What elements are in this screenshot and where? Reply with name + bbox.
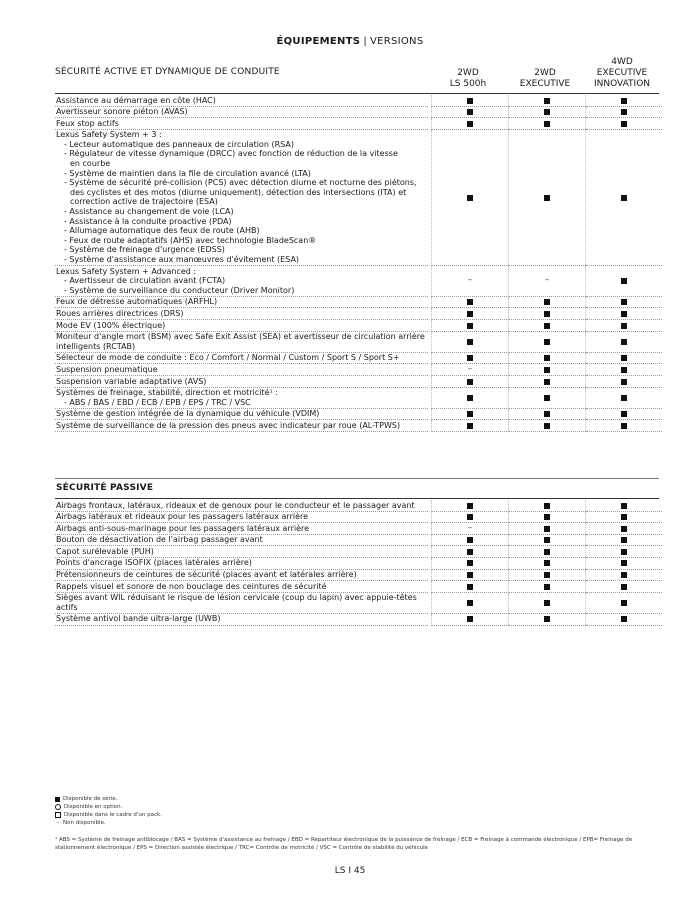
- feature-line: Suspension variable adaptative (AVS): [56, 376, 207, 386]
- standard-square-icon: [621, 572, 627, 578]
- page-title-sub: VERSIONS: [369, 36, 424, 47]
- standard-square-icon: [467, 98, 473, 104]
- availability-cell: [509, 557, 586, 569]
- availability-cell: [432, 296, 509, 308]
- standard-square-icon: [544, 195, 550, 201]
- active-safety-table: [55, 95, 662, 432]
- table-row: [55, 376, 662, 388]
- availability-cell: [432, 320, 509, 332]
- feature-label: [55, 364, 428, 376]
- standard-square-icon: [544, 109, 550, 115]
- feature-label: [55, 296, 428, 308]
- feature-label: [55, 557, 428, 569]
- availability-cell: [509, 129, 586, 265]
- standard-square-icon: [621, 367, 627, 373]
- standard-square-icon: [544, 423, 550, 429]
- availability-cell: [509, 500, 586, 511]
- feature-label: [55, 352, 428, 364]
- standard-square-icon: [621, 379, 627, 385]
- standard-square-icon: [467, 503, 473, 509]
- standard-square-icon: [544, 339, 550, 345]
- availability-cell: [509, 420, 586, 432]
- standard-square-icon: [621, 549, 627, 555]
- feature-label: [55, 320, 428, 332]
- feature-line: Sièges avant WIL réduisant le risque de lésion cervicale (coup du lapin) avec appuie-têtes actifs: [56, 593, 417, 612]
- availability-cell: [432, 331, 509, 352]
- feature-line: des cyclistes et des motos (diurne uniquement), détection des intersections (ITA) et: [70, 187, 407, 197]
- table-header: [55, 52, 659, 91]
- feature-label: [55, 569, 428, 581]
- not-available-dash: –: [467, 522, 473, 533]
- standard-square-icon: [467, 339, 473, 345]
- availability-cell: [432, 534, 509, 546]
- availability-cell: [509, 352, 586, 364]
- table-row: [55, 308, 662, 320]
- availability-cell: [586, 613, 663, 625]
- table-row: [55, 523, 662, 535]
- standard-square-icon: [544, 600, 550, 606]
- standard-square-icon: [621, 526, 627, 532]
- availability-cell: [586, 387, 663, 408]
- availability-cell: [586, 534, 663, 546]
- standard-square-icon: [467, 514, 473, 520]
- availability-cell: [432, 569, 509, 581]
- table-row: [55, 129, 662, 265]
- legend-option: Disponible en option.: [55, 803, 162, 811]
- feature-line: - ABS / BAS / EBD / ECB / EPB / EPS / TRC / VSC: [64, 397, 251, 407]
- table-row: [55, 331, 662, 352]
- standard-square-icon: [544, 367, 550, 373]
- availability-cell: [586, 95, 663, 106]
- feature-line: - Système de surveillance du conducteur (Driver Monitor): [64, 285, 295, 295]
- standard-square-icon: [544, 411, 550, 417]
- standard-square-icon: [467, 537, 473, 543]
- standard-square-icon: [467, 121, 473, 127]
- feature-label: [55, 420, 428, 432]
- table-row: [55, 266, 662, 297]
- availability-cell: [432, 106, 509, 118]
- standard-square-icon: [467, 560, 473, 566]
- feature-line: Roues arrières directrices (DRS): [56, 308, 184, 318]
- passive-section-header: [55, 478, 659, 498]
- page-title: [0, 36, 700, 47]
- filled-square-icon: [55, 797, 60, 802]
- availability-cell: [509, 523, 586, 535]
- feature-line: Bouton de désactivation de l'airbag passager avant: [56, 535, 263, 545]
- feature-label: [55, 511, 428, 523]
- feature-label: [55, 376, 428, 388]
- legend-none: – Non disponible.: [56, 820, 106, 826]
- standard-square-icon: [544, 121, 550, 127]
- standard-square-icon: [621, 339, 627, 345]
- availability-cell: [432, 557, 509, 569]
- availability-cell: [509, 534, 586, 546]
- availability-cell: [432, 95, 509, 106]
- availability-cell: [432, 500, 509, 511]
- standard-square-icon: [544, 379, 550, 385]
- standard-square-icon: [467, 411, 473, 417]
- feature-label: [55, 95, 428, 106]
- feature-label: [55, 408, 428, 420]
- page-number: LS I 45: [334, 866, 366, 876]
- availability-cell: [432, 523, 509, 535]
- availability-cell: [509, 408, 586, 420]
- standard-square-icon: [544, 549, 550, 555]
- availability-cell: [586, 420, 663, 432]
- availability-cell: [586, 500, 663, 511]
- standard-square-icon: [544, 503, 550, 509]
- availability-cell: [509, 569, 586, 581]
- availability-cell: [509, 331, 586, 352]
- availability-cell: [432, 266, 509, 297]
- availability-cell: [432, 387, 509, 408]
- feature-label: [55, 613, 428, 625]
- column-header-ls500h: 2WD LS 500h: [449, 68, 487, 89]
- availability-cell: [509, 266, 586, 297]
- standard-square-icon: [621, 537, 627, 543]
- standard-square-icon: [467, 109, 473, 115]
- feature-line: - Système d'assistance aux manœuvres d'évitement (ESA): [64, 255, 300, 264]
- table-row: [55, 364, 662, 376]
- table-row: [55, 581, 662, 593]
- table-row: [55, 546, 662, 558]
- availability-cell: [586, 592, 663, 613]
- availability-cell: [586, 511, 663, 523]
- availability-cell: [509, 376, 586, 388]
- availability-cell: [586, 546, 663, 558]
- availability-cell: [586, 320, 663, 332]
- availability-cell: [509, 511, 586, 523]
- availability-cell: [509, 296, 586, 308]
- feature-line: Capot surélevable (PUH): [56, 546, 154, 556]
- standard-square-icon: [467, 311, 473, 317]
- page-title-separator: |: [363, 36, 367, 47]
- standard-square-icon: [544, 584, 550, 590]
- section-title-active: SÉCURITÉ ACTIVE ET DYNAMIQUE DE CONDUITE: [55, 67, 280, 77]
- table-row: [55, 557, 662, 569]
- feature-line: Sélecteur de mode de conduite : Eco / Comfort / Normal / Custom / Sport S / Sport S+: [56, 353, 400, 363]
- feature-line: Points d'ancrage ISOFIX (places latérales arrière): [56, 558, 252, 568]
- feature-line: Mode EV (100% électrique): [56, 320, 166, 330]
- availability-cell: [432, 592, 509, 613]
- feature-line: Avertisseur sonore piéton (AVAS): [56, 107, 188, 117]
- availability-cell: [432, 364, 509, 376]
- table-row: [55, 569, 662, 581]
- standard-square-icon: [544, 572, 550, 578]
- feature-line: - Assistance au changement de voie (LCA): [64, 207, 234, 217]
- feature-line: - Système de sécurité pré-collision (PCS) avec détection diurne et nocturne des piétons,: [64, 178, 417, 188]
- availability-cell: [432, 613, 509, 625]
- availability-cell: [432, 129, 509, 265]
- table-row: [55, 106, 662, 118]
- availability-cell: [432, 581, 509, 593]
- table-row: [55, 500, 662, 511]
- availability-cell: [586, 408, 663, 420]
- table-row: [55, 352, 662, 364]
- availability-cell: [509, 308, 586, 320]
- standard-square-icon: [544, 616, 550, 622]
- availability-cell: [509, 320, 586, 332]
- standard-square-icon: [621, 423, 627, 429]
- dash-icon: –: [56, 820, 59, 826]
- feature-label: [55, 523, 428, 535]
- standard-square-icon: [544, 526, 550, 532]
- standard-square-icon: [621, 503, 627, 509]
- feature-line: Airbags anti-sous-marinage pour les passagers latéraux arrière: [56, 523, 310, 533]
- availability-cell: [509, 118, 586, 130]
- standard-square-icon: [621, 616, 627, 622]
- availability-cell: [586, 331, 663, 352]
- availability-cell: [586, 523, 663, 535]
- hollow-square-icon: [55, 812, 61, 818]
- footnote: ¹ ABS = Système de freinage antiblocage / BAS = Système d'assistance au freinage / EBD = Répartiteur électronique de la puissance de freinage / ECB = Freinage à commande électronique / EPB= Freinage de stationnement électronique / EPS = Direction assistée électrique / TRC= Contrôle de motricité / VSC = Contrôle de stabilité du véhicule: [55, 837, 633, 851]
- standard-square-icon: [544, 311, 550, 317]
- standard-square-icon: [467, 600, 473, 606]
- feature-line: Systèmes de freinage, stabilité, direction et motricité¹ :: [56, 388, 278, 398]
- passive-safety-table: [55, 500, 662, 626]
- feature-line: Système antivol bande ultra-large (UWB): [56, 614, 221, 624]
- availability-cell: [432, 408, 509, 420]
- circle-icon: [55, 804, 61, 810]
- feature-line: Assistance au démarrage en côte (HAC): [56, 95, 216, 105]
- page-title-main: ÉQUIPEMENTS: [276, 36, 361, 47]
- availability-cell: [586, 129, 663, 265]
- feature-label: [55, 387, 428, 408]
- feature-label: [55, 581, 428, 593]
- standard-square-icon: [544, 323, 550, 329]
- availability-cell: [586, 118, 663, 130]
- standard-square-icon: [621, 323, 627, 329]
- feature-label: [55, 106, 428, 118]
- feature-label: [55, 534, 428, 546]
- feature-line: Système de gestion intégrée de la dynamique du véhicule (VDIM): [56, 409, 320, 419]
- not-available-dash: –: [544, 275, 550, 286]
- standard-square-icon: [544, 98, 550, 104]
- availability-cell: [586, 308, 663, 320]
- feature-line: intelligents (RCTAB): [56, 341, 136, 351]
- table-row: [55, 613, 662, 625]
- feature-line: - Feux de route adaptatifs (AHS) avec technologie BladeScan®: [64, 235, 317, 245]
- standard-square-icon: [467, 616, 473, 622]
- standard-square-icon: [467, 355, 473, 361]
- table-row: [55, 118, 662, 130]
- feature-line: Prétensionneurs de ceintures de sécurité (places avant et latérales arrière): [56, 570, 357, 580]
- column-header-innovation: 4WD EXECUTIVE INNOVATION: [593, 57, 651, 89]
- feature-label: [55, 500, 428, 511]
- feature-line: - Allumage automatique des feux de route (AHB): [64, 226, 260, 236]
- availability-cell: [432, 376, 509, 388]
- standard-square-icon: [621, 355, 627, 361]
- feature-label: [55, 308, 428, 320]
- standard-square-icon: [467, 379, 473, 385]
- availability-cell: [509, 387, 586, 408]
- legend-pack: Disponible dans le cadre d'un pack.: [55, 811, 162, 819]
- standard-square-icon: [621, 395, 627, 401]
- availability-cell: [432, 118, 509, 130]
- availability-cell: [509, 95, 586, 106]
- table-row: [55, 408, 662, 420]
- standard-square-icon: [544, 355, 550, 361]
- standard-square-icon: [621, 560, 627, 566]
- availability-cell: [509, 592, 586, 613]
- standard-square-icon: [621, 195, 627, 201]
- legend: [55, 795, 162, 827]
- legend-standard: Disponible de série.: [55, 795, 162, 803]
- header-divider: [55, 93, 659, 94]
- feature-line: Rappels visuel et sonore de non bouclage des ceintures de sécurité: [56, 581, 327, 591]
- feature-line: Feux stop actifs: [56, 118, 119, 128]
- feature-line: Moniteur d'angle mort (BSM) avec Safe Exit Assist (SEA) et avertisseur de circulation arrière: [56, 332, 425, 342]
- feature-label: [55, 546, 428, 558]
- feature-line: Feux de détresse automatiques (ARFHL): [56, 297, 218, 307]
- standard-square-icon: [467, 195, 473, 201]
- feature-line: - Assistance à la conduite proactive (PDA): [64, 216, 232, 226]
- standard-square-icon: [621, 514, 627, 520]
- feature-label: [55, 129, 428, 265]
- feature-line: Airbags frontaux, latéraux, rideaux et de genoux pour le conducteur et le passager avant: [56, 500, 415, 510]
- feature-line: Système de surveillance de la pression des pneus avec indicateur par roue (AL-TPWS): [56, 420, 401, 430]
- standard-square-icon: [467, 549, 473, 555]
- availability-cell: [586, 581, 663, 593]
- availability-cell: [509, 581, 586, 593]
- not-available-dash: –: [467, 275, 473, 286]
- availability-cell: [586, 266, 663, 297]
- feature-line: correction active de trajectoire (ESA): [70, 197, 218, 207]
- table-row: [55, 296, 662, 308]
- availability-cell: [586, 364, 663, 376]
- availability-cell: [432, 546, 509, 558]
- standard-square-icon: [544, 395, 550, 401]
- standard-square-icon: [544, 537, 550, 543]
- feature-label: [55, 592, 428, 613]
- standard-square-icon: [621, 411, 627, 417]
- standard-square-icon: [467, 423, 473, 429]
- feature-line: - Lecteur automatique des panneaux de circulation (RSA): [64, 139, 294, 149]
- feature-label: [55, 331, 428, 352]
- availability-cell: [586, 557, 663, 569]
- standard-square-icon: [621, 600, 627, 606]
- availability-cell: [432, 308, 509, 320]
- column-header-executive: 2WD EXECUTIVE: [519, 68, 571, 89]
- availability-cell: [509, 106, 586, 118]
- availability-cell: [432, 420, 509, 432]
- table-row: [55, 387, 662, 408]
- feature-line: - Régulateur de vitesse dynamique (DRCC) avec fonction de réduction de la vitesse: [64, 149, 398, 159]
- standard-square-icon: [621, 299, 627, 305]
- not-available-dash: –: [467, 363, 473, 374]
- feature-line: Suspension pneumatique: [56, 364, 158, 374]
- table-row: [55, 320, 662, 332]
- availability-cell: [586, 106, 663, 118]
- table-row: [55, 420, 662, 432]
- standard-square-icon: [621, 278, 627, 284]
- feature-label: [55, 118, 428, 130]
- feature-line: Lexus Safety System + Advanced :: [56, 266, 197, 276]
- standard-square-icon: [621, 311, 627, 317]
- feature-line: Lexus Safety System + 3 :: [56, 130, 162, 140]
- feature-line: - Avertisseur de circulation avant (FCTA): [64, 276, 226, 286]
- availability-cell: [432, 352, 509, 364]
- section-title-passive: SÉCURITÉ PASSIVE: [56, 483, 154, 493]
- passive-header-divider: [55, 498, 659, 499]
- availability-cell: [586, 376, 663, 388]
- standard-square-icon: [544, 514, 550, 520]
- availability-cell: [586, 569, 663, 581]
- feature-line: Airbags latéraux et rideaux pour les passagers latéraux arrière: [56, 512, 309, 522]
- standard-square-icon: [544, 560, 550, 566]
- standard-square-icon: [621, 98, 627, 104]
- table-row: [55, 95, 662, 106]
- availability-cell: [586, 352, 663, 364]
- standard-square-icon: [467, 572, 473, 578]
- feature-line: - Système de maintien dans la file de circulation avancé (LTA): [64, 168, 311, 178]
- standard-square-icon: [621, 584, 627, 590]
- standard-square-icon: [621, 109, 627, 115]
- feature-line: en courbe: [70, 159, 111, 169]
- availability-cell: [432, 511, 509, 523]
- standard-square-icon: [467, 584, 473, 590]
- feature-line: - Système de freinage d'urgence (EDSS): [64, 245, 225, 255]
- availability-cell: [509, 364, 586, 376]
- table-row: [55, 511, 662, 523]
- standard-square-icon: [467, 395, 473, 401]
- table-row: [55, 534, 662, 546]
- standard-square-icon: [467, 299, 473, 305]
- standard-square-icon: [544, 299, 550, 305]
- standard-square-icon: [467, 323, 473, 329]
- feature-label: [55, 266, 428, 297]
- availability-cell: [509, 546, 586, 558]
- availability-cell: [586, 296, 663, 308]
- standard-square-icon: [621, 121, 627, 127]
- availability-cell: [509, 613, 586, 625]
- table-row: [55, 592, 662, 613]
